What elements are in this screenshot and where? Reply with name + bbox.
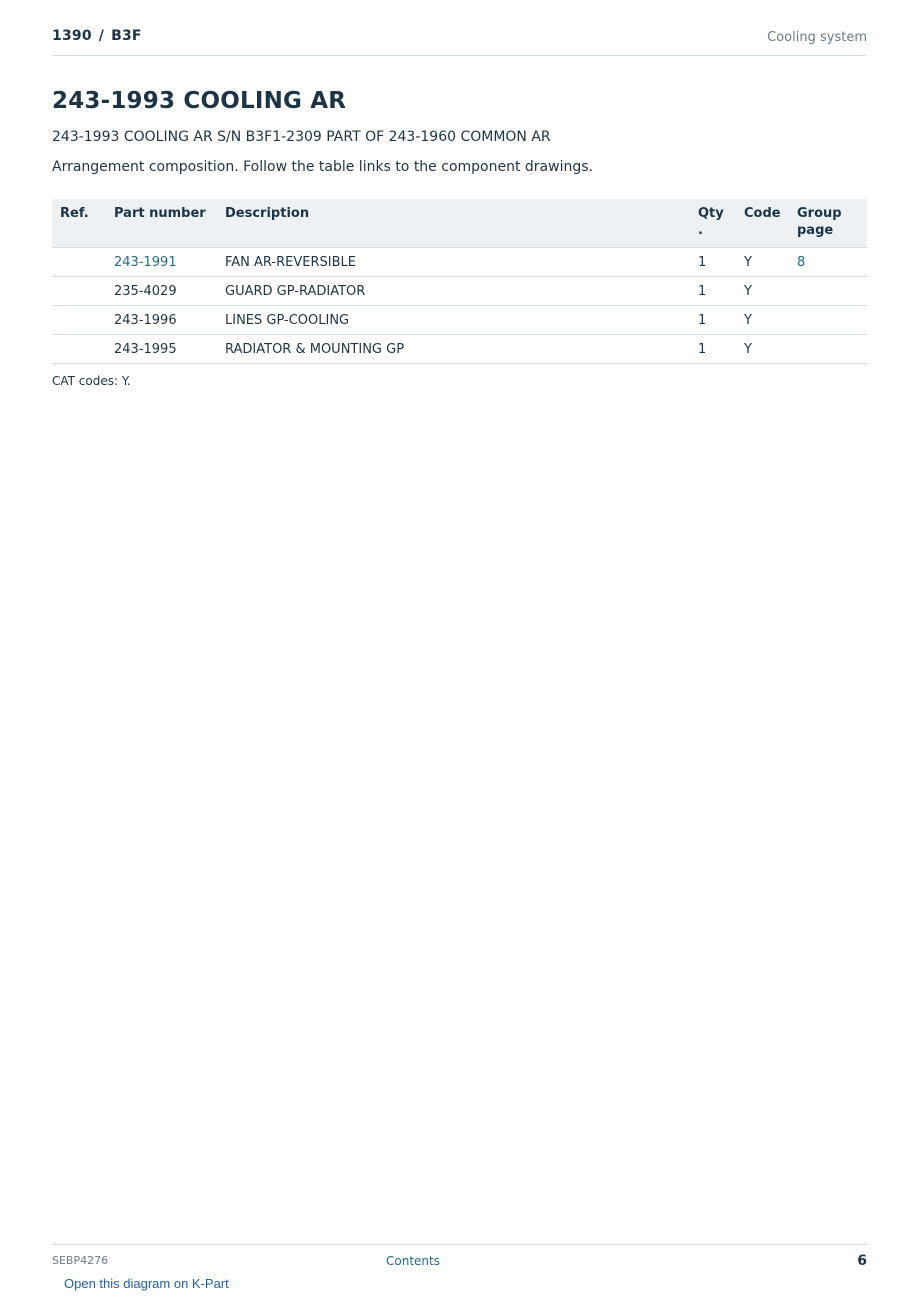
table-row [52,335,867,364]
parts-table-body [52,248,867,364]
col-qty-line1: Qty [698,206,724,221]
cell-ref [52,248,106,277]
cell-part-number: 243-1996 [106,306,217,335]
cell-part-number: 235-4029 [106,277,217,306]
part-number-link[interactable]: 243-1991 [114,254,177,270]
document-id: SEBP4276 [52,1254,109,1267]
cell-group-page [789,248,867,277]
cell-part-number [106,248,217,277]
group-page-link[interactable]: 8 [797,254,806,270]
cell-code: Y [736,248,789,277]
header-separator: / [98,28,105,44]
cell-ref [52,335,106,364]
cell-qty: 1 [690,277,736,306]
section-name: Cooling system [767,30,867,45]
cell-description: FAN AR-REVERSIBLE [217,248,690,277]
model-serial-heading [52,28,142,44]
cell-ref [52,306,106,335]
model-number: 1390 [52,28,92,44]
cell-group-page [789,306,867,335]
cell-description: GUARD GP-RADIATOR [217,277,690,306]
col-group-line1: Group [797,206,842,221]
cell-qty: 1 [690,335,736,364]
table-row [52,306,867,335]
page-subtitle: 243-1993 COOLING AR S/N B3F1-2309 PART OF 243-1960 COMMON AR [52,129,551,145]
header-row [52,199,867,248]
table-row [52,277,867,306]
cell-qty: 1 [690,306,736,335]
cat-codes-note: CAT codes: Y. [52,374,131,388]
parts-table-header [52,199,867,248]
cell-qty: 1 [690,248,736,277]
composition-note: Arrangement composition. Follow the table links to the component drawings. [52,159,593,175]
page-footer [52,1244,867,1268]
cell-group-page [789,335,867,364]
col-qty-line2: . [698,223,703,238]
col-ref: Ref. [52,199,106,248]
cell-code: Y [736,335,789,364]
col-group-line2: page [797,223,834,238]
cell-code: Y [736,306,789,335]
col-qty [690,199,736,248]
col-part-number: Part number [106,199,217,248]
open-kpart-link[interactable]: Open this diagram on K-Part [64,1276,229,1291]
col-group-page [789,199,867,248]
table-row [52,248,867,277]
contents-link[interactable]: Contents [386,1254,440,1268]
cell-part-number: 243-1995 [106,335,217,364]
page-number: 6 [857,1253,867,1269]
cell-description: LINES GP-COOLING [217,306,690,335]
page-title: 243-1993 COOLING AR [52,88,347,114]
cell-code: Y [736,277,789,306]
cell-group-page [789,277,867,306]
col-description: Description [217,199,690,248]
serial-prefix: B3F [111,28,142,44]
col-code: Code [736,199,789,248]
cell-ref [52,277,106,306]
parts-table [52,199,867,364]
page-header [52,28,867,56]
cell-description: RADIATOR & MOUNTING GP [217,335,690,364]
